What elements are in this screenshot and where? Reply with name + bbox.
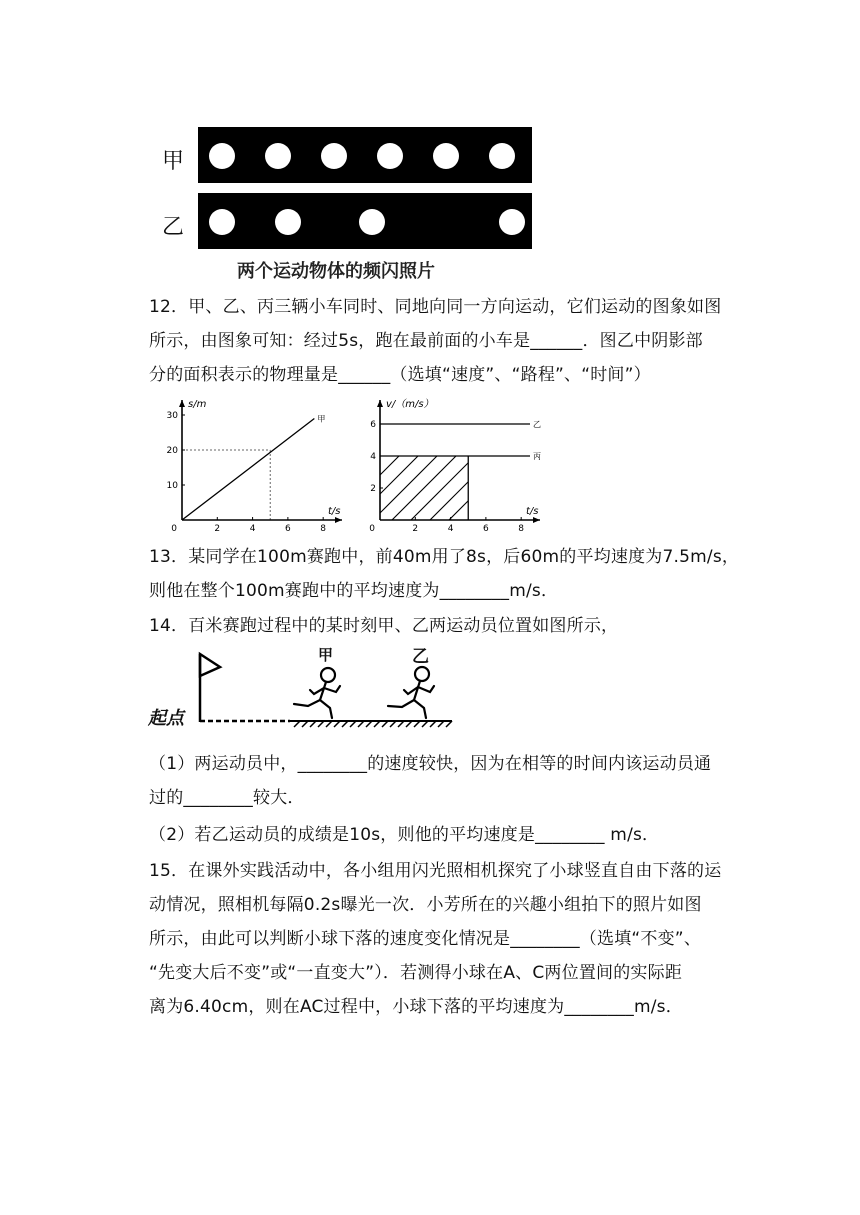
q15-line: 15．在课外实践活动中，各小组用闪光照相机探究了小球竖直自由下落的运: [149, 861, 722, 881]
q14-part1-line: 过的________较大．: [149, 788, 305, 808]
hatch-line: [449, 456, 513, 520]
x-axis-arrow: [335, 517, 342, 523]
runner-label-jia: 甲: [318, 646, 334, 664]
series-label: 丙: [533, 452, 541, 461]
ball-yi: [359, 209, 385, 235]
y-axis-label: s/m: [188, 399, 207, 410]
runner-jia-figure: [294, 668, 340, 718]
q15-line: 动情况，照相机每隔0.2s曝光一次．小芳所在的兴趣小组拍下的照片如图: [149, 895, 702, 915]
hatch-line: [358, 456, 380, 520]
race-figure: [190, 640, 460, 730]
ball-jia: [377, 143, 403, 169]
q15-line: “先变大后不变”或“一直变大”）．若测得小球在A、C两位置间的实际距: [149, 963, 683, 983]
origin-label: 0: [369, 524, 375, 534]
q15-line: 离为6.40cm，则在AC过程中，小球下落的平均速度为________m/s．: [149, 997, 683, 1017]
ball-yi: [209, 209, 235, 235]
origin-label: 0: [171, 524, 177, 534]
y-axis-arrow: [179, 400, 185, 407]
y-axis-arrow: [377, 400, 383, 407]
ball-jia: [489, 143, 515, 169]
vt-graph: [358, 395, 558, 535]
series-label: 甲: [317, 414, 326, 424]
x-tick-label: 8: [320, 524, 327, 534]
row-label-jia: 甲: [162, 149, 185, 174]
x-tick-label: 6: [285, 524, 291, 534]
x-tick-label: 2: [412, 524, 419, 534]
y-tick-label: 10: [166, 481, 178, 491]
q14-intro: 14．百米赛跑过程中的某时刻甲、乙两运动员位置如图所示，: [149, 616, 619, 636]
start-label: 起点: [148, 708, 184, 729]
q12-line: 分的面积表示的物理量是______（选填“速度”、“路程”、“时间”）: [149, 365, 651, 385]
q12-line: 12．甲、乙、丙三辆小车同时、同地向同一方向运动，它们运动的图象如图: [149, 297, 722, 317]
st-graph: [160, 395, 355, 535]
hatch-line: [358, 456, 399, 520]
hatch-line: [358, 456, 418, 520]
strobe-caption: 两个运动物体的频闪照片: [237, 261, 435, 282]
ball-jia: [321, 143, 347, 169]
y-tick-label: 30: [166, 411, 178, 421]
series-label: 乙: [533, 420, 541, 429]
q14-part2: （2）若乙运动员的成绩是10s，则他的平均速度是________ m/s．: [149, 825, 660, 845]
x-tick-label: 4: [249, 524, 256, 534]
y-tick-label: 20: [166, 446, 178, 456]
q13-line: 则他在整个100m赛跑中的平均速度为________m/s．: [149, 581, 559, 601]
hatch-line: [392, 456, 456, 520]
flag-icon: [200, 654, 220, 676]
row-label-yi: 乙: [162, 215, 185, 240]
q12-line: 所示，由图象可知：经过5s，跑在最前面的小车是______．图乙中阴影部: [149, 331, 703, 351]
q14-part1-line: （1）两运动员中，________的速度较快，因为在相等的时间内该运动员通: [149, 754, 712, 774]
y-tick-label: 2: [370, 484, 376, 494]
y-tick-label: 4: [370, 452, 376, 462]
ball-yi: [499, 209, 525, 235]
ball-jia: [433, 143, 459, 169]
x-axis-arrow: [533, 517, 540, 523]
x-tick-label: 8: [518, 524, 525, 534]
ball-yi: [275, 209, 301, 235]
runner-label-yi: 乙: [412, 647, 429, 667]
hatch-line: [430, 456, 494, 520]
x-axis-label: t/s: [328, 506, 341, 517]
y-tick-label: 6: [370, 420, 376, 430]
strobe-photo: [198, 125, 534, 251]
x-tick-label: 4: [447, 524, 454, 534]
x-tick-label: 2: [214, 524, 221, 534]
y-axis-label: v/（m/s）: [386, 399, 434, 410]
x-tick-label: 6: [483, 524, 489, 534]
hatch-line: [411, 456, 475, 520]
q15-line: 所示，由此可以判断小球下落的速度变化情况是________（选填“不变”、: [149, 929, 702, 949]
series-line-甲: [182, 419, 314, 521]
q13-line: 13．某同学在100m赛跑中，前40m用了8s，后60m的平均速度为7.5m/s，: [149, 547, 740, 567]
runner-yi-figure: [388, 667, 434, 718]
hatch-line: [487, 456, 551, 520]
x-axis-label: t/s: [526, 506, 539, 517]
ball-jia: [209, 143, 235, 169]
hatch-line: [468, 456, 532, 520]
ball-jia: [265, 143, 291, 169]
strobe-strip-jia: [198, 127, 532, 183]
